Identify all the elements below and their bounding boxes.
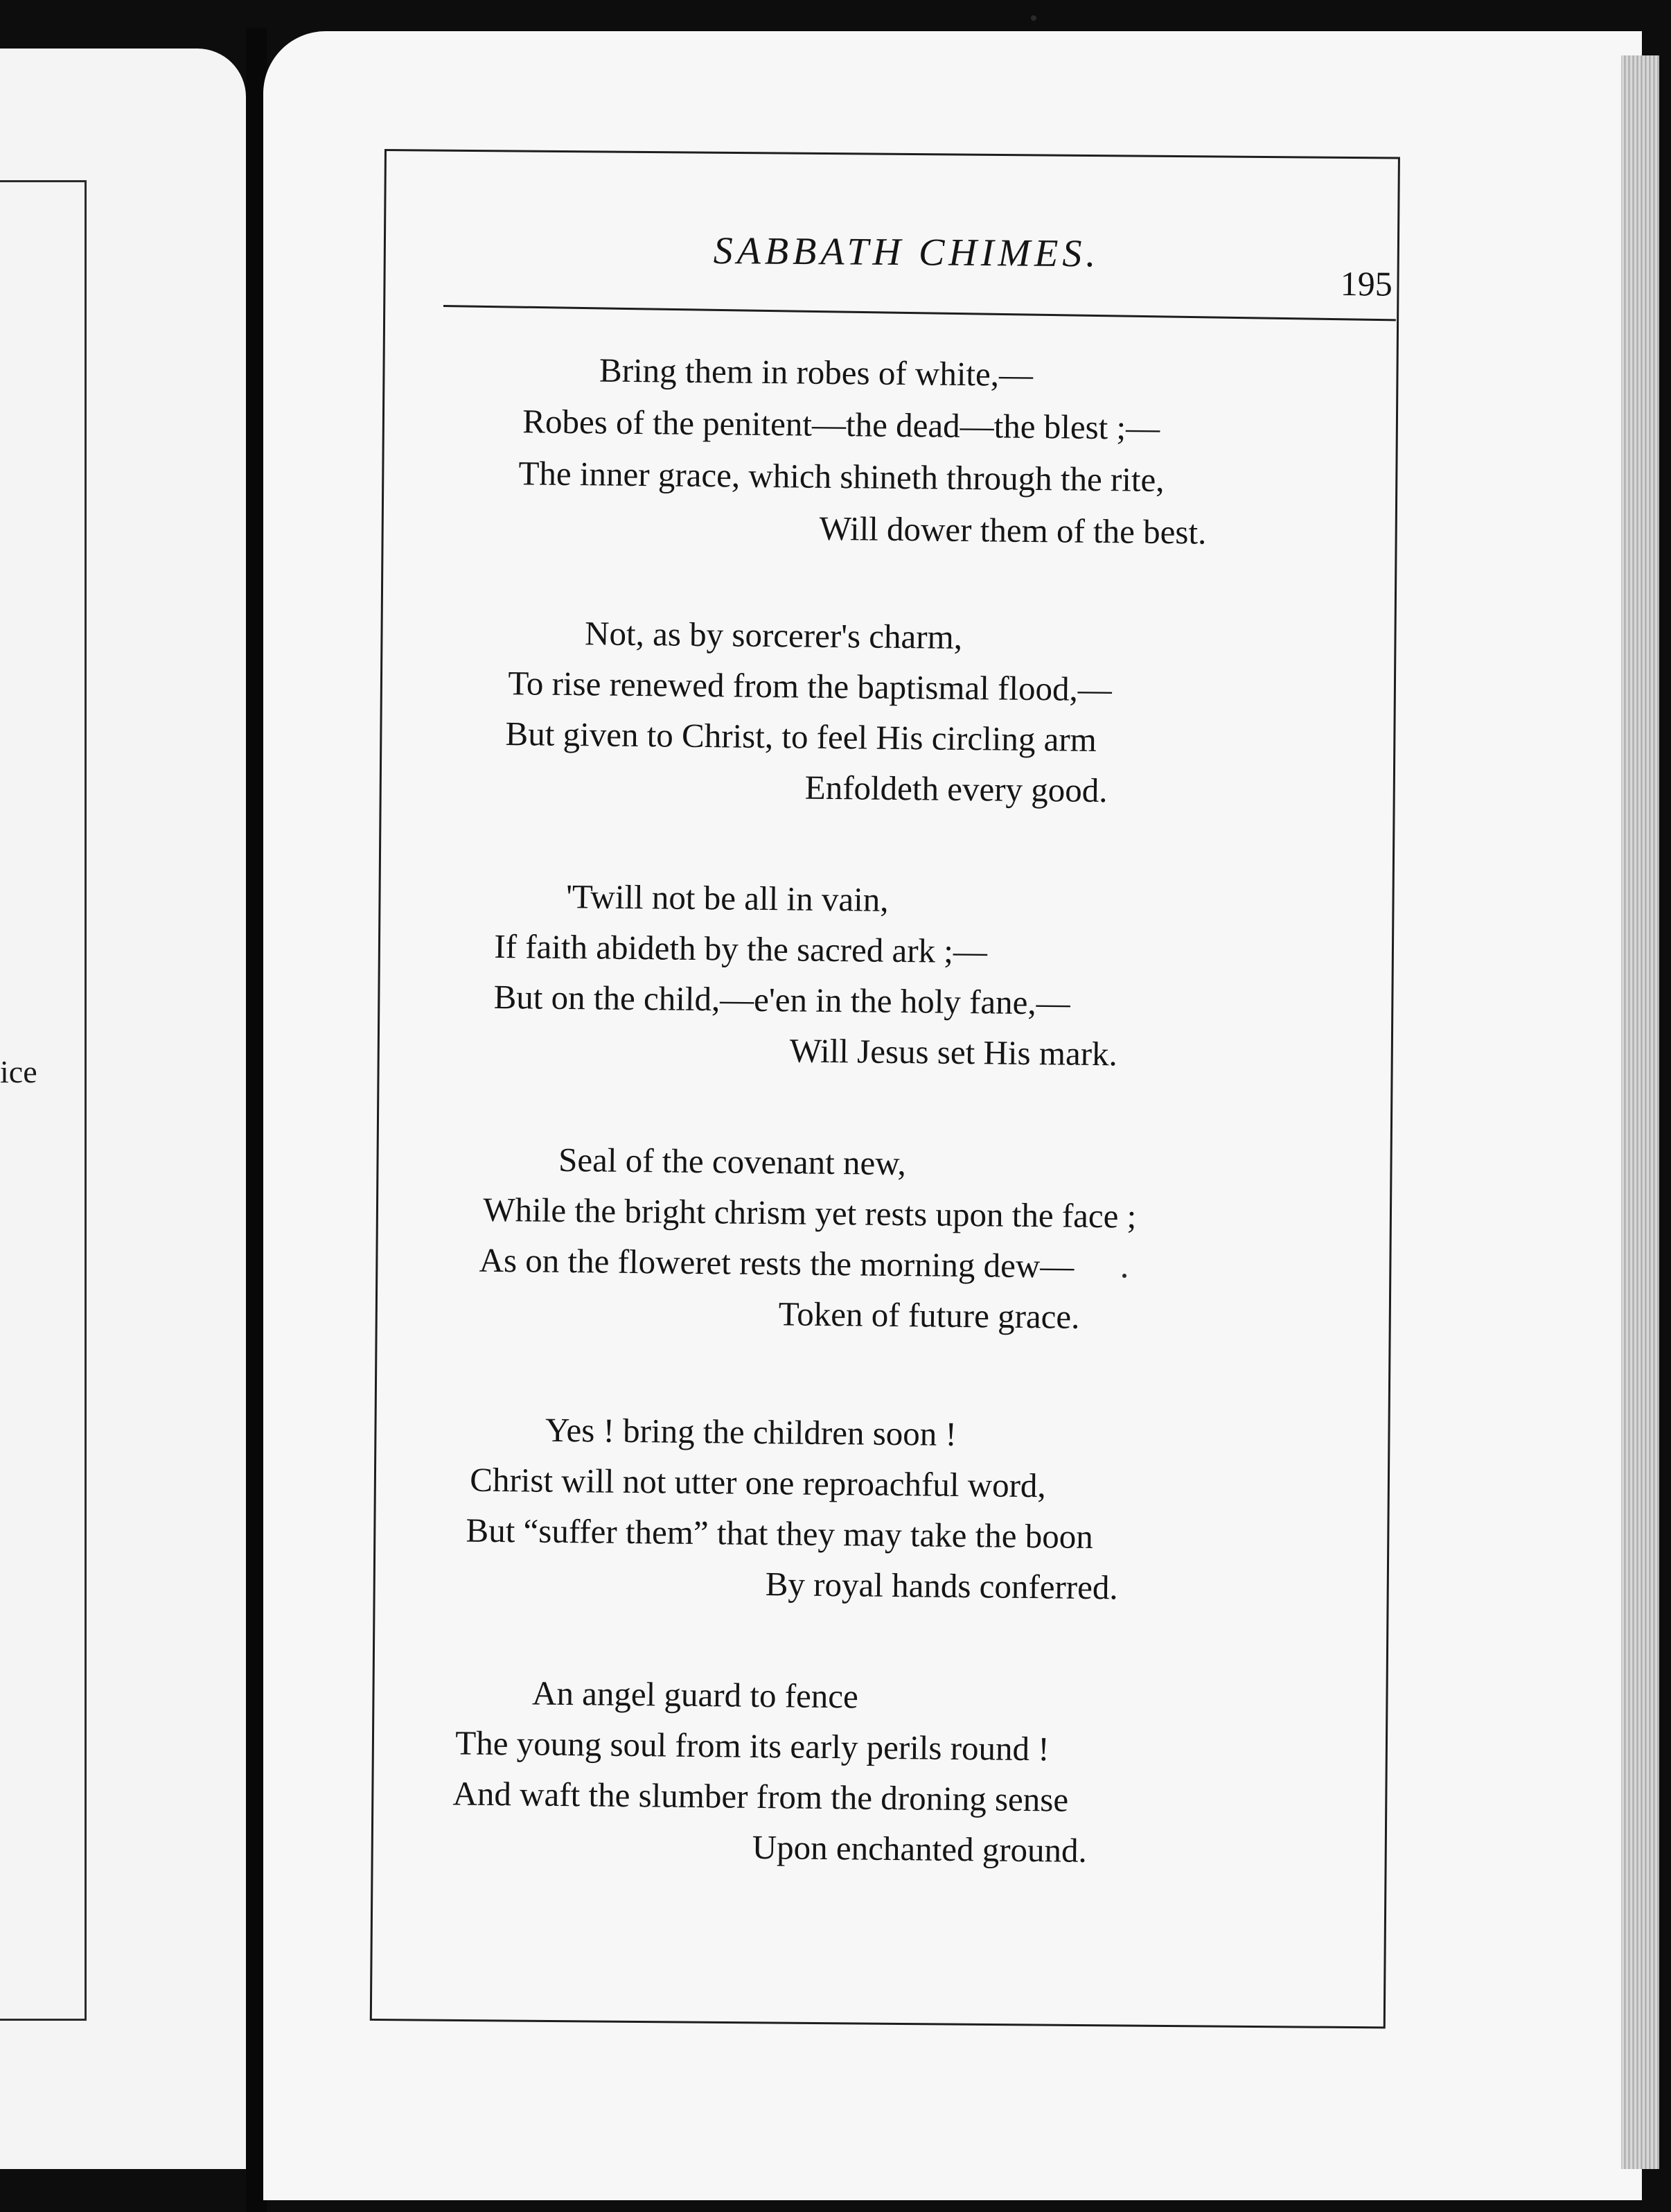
- poem-line: Not, as by sorcerer's charm,: [584, 614, 963, 656]
- poem-line: An angel guard to fence: [531, 1674, 859, 1716]
- poem-line: Will Jesus set His mark.: [789, 1031, 1118, 1073]
- poem-line: Seal of the covenant new,: [558, 1140, 907, 1183]
- poem-line: If faith abideth by the sacred ark ;—: [494, 927, 988, 971]
- scan-speck: [1031, 15, 1036, 21]
- page-number: 195: [1340, 263, 1392, 304]
- poem-line: By royal hands conferred.: [765, 1565, 1118, 1607]
- poem-line: Yes ! bring the children soon !: [545, 1410, 957, 1453]
- poem-line: The inner grace, which shineth through the rite,: [518, 454, 1165, 499]
- poem-line: Robes of the penitent—the dead—the blest ;—: [522, 402, 1160, 447]
- poem-line: But “suffer them” that they may take the boon: [466, 1511, 1094, 1556]
- poem-line: Enfoldeth every good.: [804, 768, 1108, 810]
- poem-line: And waft the slumber from the droning sense: [452, 1774, 1069, 1819]
- poem-line: 'Twill not be all in vain,: [565, 877, 889, 919]
- scan-speck: [1122, 1274, 1126, 1278]
- running-head: SABBATH CHIMES.: [713, 229, 1100, 276]
- left-page-text-fragment: ice: [0, 1054, 37, 1089]
- poem-line: But on the child,—e'en in the holy fane,—: [493, 977, 1070, 1022]
- poem-line: To rise renewed from the baptismal flood,—: [508, 664, 1113, 709]
- poem-line: Will dower them of the best.: [819, 509, 1207, 552]
- poem-line: As on the floweret rests the morning dew—: [479, 1240, 1075, 1285]
- poem-line: Christ will not utter one reproachful word,: [470, 1460, 1047, 1505]
- poem-line: While the bright chrism yet rests upon the face ;: [483, 1190, 1137, 1236]
- poem-line: Bring them in robes of white,—: [599, 351, 1034, 394]
- poem-line: Token of future grace.: [778, 1294, 1080, 1336]
- poem-line: But given to Christ, to feel His circling arm: [505, 714, 1097, 759]
- poem-line: The young soul from its early perils round !: [455, 1723, 1050, 1768]
- poem-line: Upon enchanted ground.: [752, 1827, 1088, 1870]
